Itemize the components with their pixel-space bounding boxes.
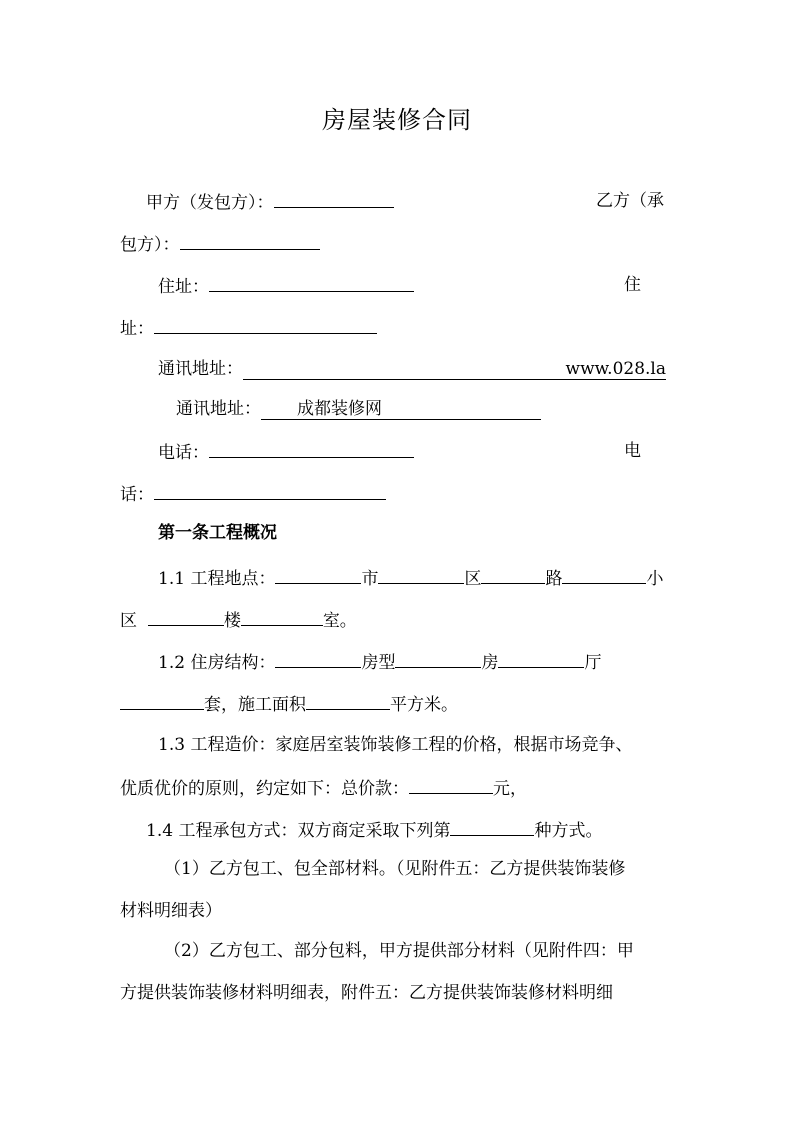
- phone-a-label: 电话：: [158, 443, 209, 463]
- s11-city: 市: [361, 569, 379, 589]
- s14-end: 种方式。: [534, 821, 603, 841]
- mail-a-blank: [243, 359, 666, 380]
- s14-label: 1.4 工程承包方式：双方商定采取下列第: [146, 821, 451, 841]
- s11-building: 楼: [223, 611, 241, 631]
- s13-price-blank: [409, 776, 493, 794]
- address-a-label: 住址：: [158, 277, 209, 297]
- party-b-blank: [180, 232, 320, 250]
- s13-yuan: 元，: [493, 779, 527, 799]
- address-b-label-start: 住: [624, 275, 641, 295]
- s11-room: 室。: [322, 611, 357, 631]
- party-b-label: 包方）：: [120, 235, 180, 255]
- address-a-blank: [209, 274, 414, 292]
- s12-type: 房型: [361, 653, 396, 673]
- party-a-label: 甲方（发包方）：: [146, 193, 274, 213]
- mail-b-line: [176, 398, 541, 420]
- s12-area-blank: [306, 692, 390, 710]
- s11-community-1: 小: [646, 569, 664, 589]
- mail-b-label: 通讯地址：: [176, 399, 261, 419]
- phone-b-blank: [154, 482, 386, 500]
- s13-line1: 1.3 工程造价：家庭居室装饰装修工程的价格，根据市场竞争、: [158, 735, 633, 755]
- s11-line2: [120, 608, 357, 632]
- party-a-blank: [274, 190, 394, 208]
- party-b-line: [120, 232, 320, 256]
- opt2-line1: （2）乙方包工、部分包料，甲方提供部分材料（见附件四：甲: [164, 941, 634, 961]
- address-a-line: [158, 274, 414, 298]
- address-b-line: [120, 316, 377, 340]
- address-b-label: 址：: [120, 319, 154, 339]
- s11-room-blank: [241, 608, 323, 626]
- opt1-line2: 材料明细表）: [120, 901, 222, 921]
- page-title: 房屋装修合同: [322, 106, 472, 134]
- s11-line1: [158, 566, 663, 590]
- s12-line1: [158, 650, 601, 674]
- s11-city-blank: [275, 566, 361, 584]
- s13-text: 优质优价的原则，约定如下：总价款：: [120, 779, 409, 799]
- s12-label: 1.2 住房结构：: [158, 653, 276, 673]
- s11-district: 区: [464, 569, 482, 589]
- s12-unit: 平方米。: [390, 695, 458, 715]
- s11-road: 路: [545, 569, 563, 589]
- s12-set-blank: [120, 692, 204, 710]
- party-b-label-start: 乙方（承: [596, 191, 664, 211]
- article1-heading: 第一条工程概况: [158, 523, 277, 543]
- phone-b-label-start: 电: [624, 441, 641, 461]
- s14-line: [146, 818, 602, 842]
- phone-b-label: 话：: [120, 485, 154, 505]
- s11-community-blank: [562, 566, 646, 584]
- mail-a-label: 通讯地址：: [158, 359, 243, 379]
- s12-set: 套，施工面积: [204, 695, 306, 715]
- opt2-line2: 方提供装饰装修材料明细表，附件五：乙方提供装饰装修材料明细: [120, 983, 613, 1003]
- phone-b-line: [120, 482, 386, 506]
- s11-road-blank: [481, 566, 545, 584]
- s12-type-blank: [275, 650, 361, 668]
- mail-a-line: [158, 358, 666, 380]
- s12-hall-blank: [498, 650, 584, 668]
- s11-building-blank: [148, 608, 224, 626]
- s12-hall: 厅: [584, 653, 602, 673]
- phone-a-line: [158, 440, 414, 464]
- s11-district-blank: [378, 566, 464, 584]
- phone-a-blank: [209, 440, 414, 458]
- mail-b-company: 成都装修网: [297, 399, 382, 419]
- mail-b-blank: [261, 399, 541, 420]
- opt1-line1: （1）乙方包工、包全部材料。（见附件五：乙方提供装饰装修: [164, 859, 626, 879]
- s12-line2: [120, 692, 458, 716]
- mail-b-value: www.028.la: [565, 359, 666, 379]
- s11-community-2: 区: [120, 611, 137, 631]
- address-b-blank: [154, 316, 377, 334]
- s12-room-blank: [395, 650, 481, 668]
- s12-room: 房: [481, 653, 499, 673]
- s11-label: 1.1 工程地点：: [158, 569, 276, 589]
- s14-option-blank: [450, 818, 534, 836]
- s13-line2: [120, 776, 527, 800]
- party-a-line: [146, 190, 394, 214]
